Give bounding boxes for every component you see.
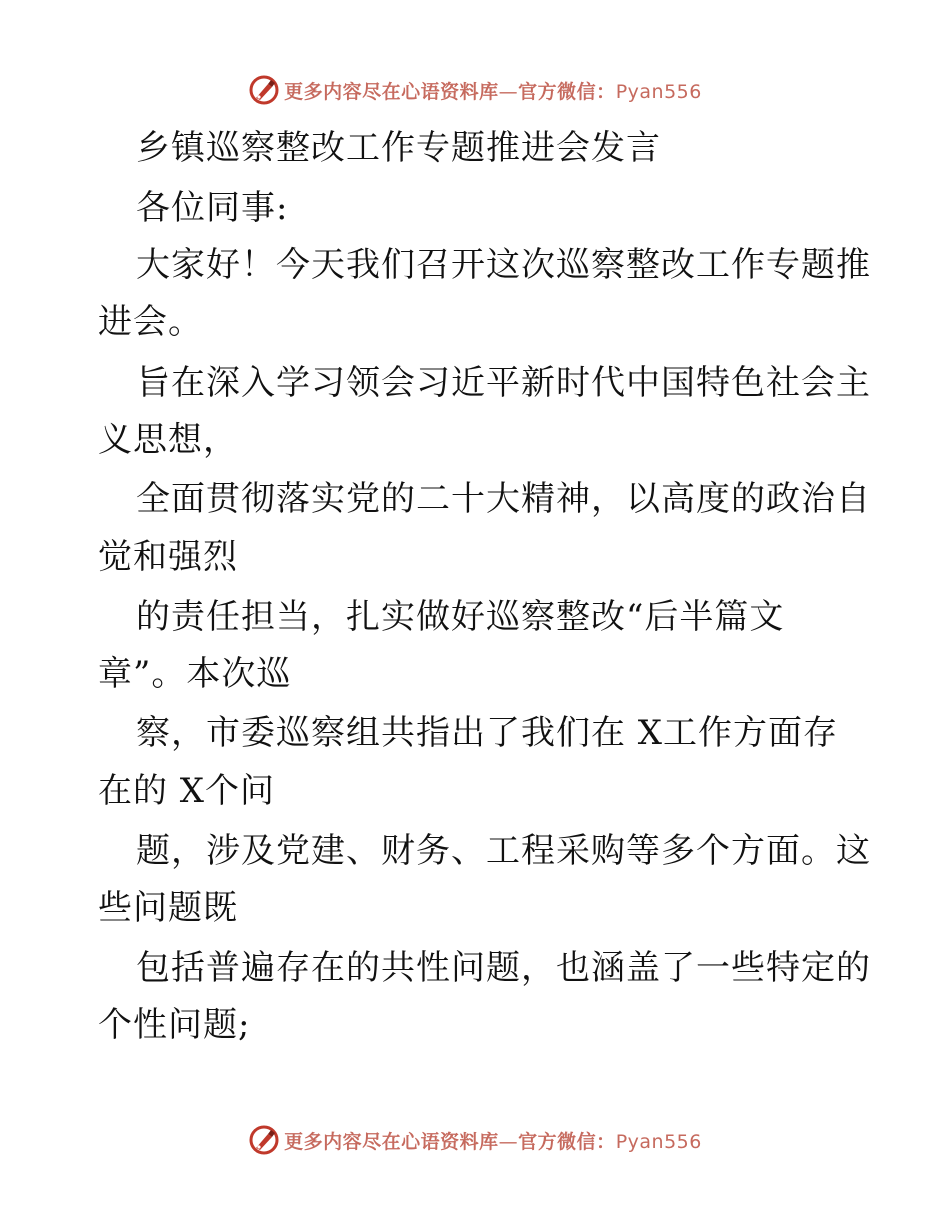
paragraph-line: 在的 X个问 [98, 771, 276, 811]
paragraph-line: 旨在深入学习领会习近平新时代中国特色社会主 [136, 363, 871, 403]
paragraph-line: 个性问题; [98, 1005, 251, 1045]
paragraph-line: 题，涉及党建、财务、工程采购等多个方面。这 [136, 831, 871, 871]
paragraph-line: 义思想， [98, 420, 238, 460]
paragraph-line: 些问题既 [98, 888, 238, 928]
paragraph-line: 的责任担当，扎实做好巡察整改“后半篇文 [136, 597, 785, 637]
watermark-text: 更多内容尽在心语资料库—官方微信：Pyan556 [284, 1130, 702, 1153]
paragraph-line: 全面贯彻落实党的二十大精神，以高度的政治自 [136, 479, 871, 519]
paragraph-line: 包括普遍存在的共性问题，也涵盖了一些特定的 [136, 948, 871, 988]
paragraph-line: 章”。本次巡 [98, 654, 292, 694]
document-title: 乡镇巡察整改工作专题推进会发言 [136, 128, 661, 168]
pen-circle-logo-icon [248, 1124, 280, 1156]
salutation: 各位同事: [136, 188, 289, 228]
paragraph-line: 察，市委巡察组共指出了我们在 X工作方面存 [136, 713, 839, 753]
paragraph-line: 大家好！今天我们召开这次巡察整改工作专题推 [136, 245, 871, 285]
paragraph-line: 进会。 [98, 302, 203, 342]
watermark-text: 更多内容尽在心语资料库—官方微信：Pyan556 [284, 80, 702, 103]
paragraph-line: 觉和强烈 [98, 537, 238, 577]
footer-watermark [0, 1120, 950, 1160]
